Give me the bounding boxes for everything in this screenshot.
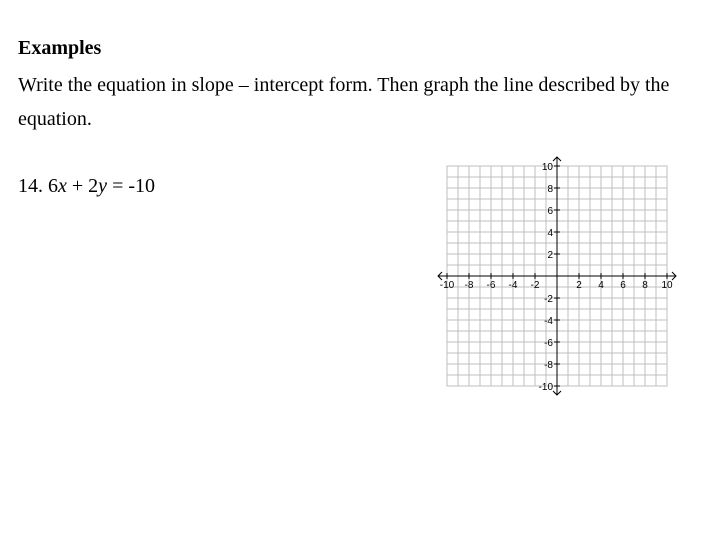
instructions-text: Write the equation in slope – intercept form. Then graph the line described by the equation. xyxy=(18,74,670,130)
x-tick-label: -10 xyxy=(439,280,455,291)
tick-labels xyxy=(440,162,673,393)
x-tick-label: 2 xyxy=(576,280,582,291)
y-tick-label: -2 xyxy=(544,294,553,305)
axes xyxy=(438,157,676,395)
x-tick-label: 4 xyxy=(598,280,604,291)
y-tick-label: 10 xyxy=(541,162,553,173)
equation-coef-x: 6 xyxy=(48,175,58,197)
x-tick-label: 6 xyxy=(620,280,626,291)
coordinate-grid xyxy=(424,150,690,402)
x-tick-label: 10 xyxy=(661,280,673,291)
x-tick-label: -6 xyxy=(486,280,496,291)
x-tick-label: -2 xyxy=(530,280,540,291)
x-tick-label: 8 xyxy=(642,280,648,291)
equation-var-x: x xyxy=(58,175,67,197)
slide-heading: Examples xyxy=(18,37,102,59)
problem-number: 14. xyxy=(18,175,43,197)
problem-14 xyxy=(18,174,155,198)
y-tick-label: 6 xyxy=(547,206,553,217)
y-tick-label: 4 xyxy=(547,228,553,239)
y-tick-label: 2 xyxy=(547,250,553,261)
x-tick-label: -8 xyxy=(464,280,474,291)
equation-var-y: y xyxy=(98,175,108,197)
y-tick-label: 8 xyxy=(547,184,553,195)
y-tick-label: -10 xyxy=(538,382,553,393)
y-tick-label: -4 xyxy=(544,316,553,327)
y-tick-label: -8 xyxy=(544,360,553,371)
y-tick-label: -6 xyxy=(544,338,553,349)
equation-coef-y: + 2 xyxy=(66,175,99,197)
x-tick-label: -4 xyxy=(508,280,518,291)
equation-rhs: = -10 xyxy=(107,175,156,197)
